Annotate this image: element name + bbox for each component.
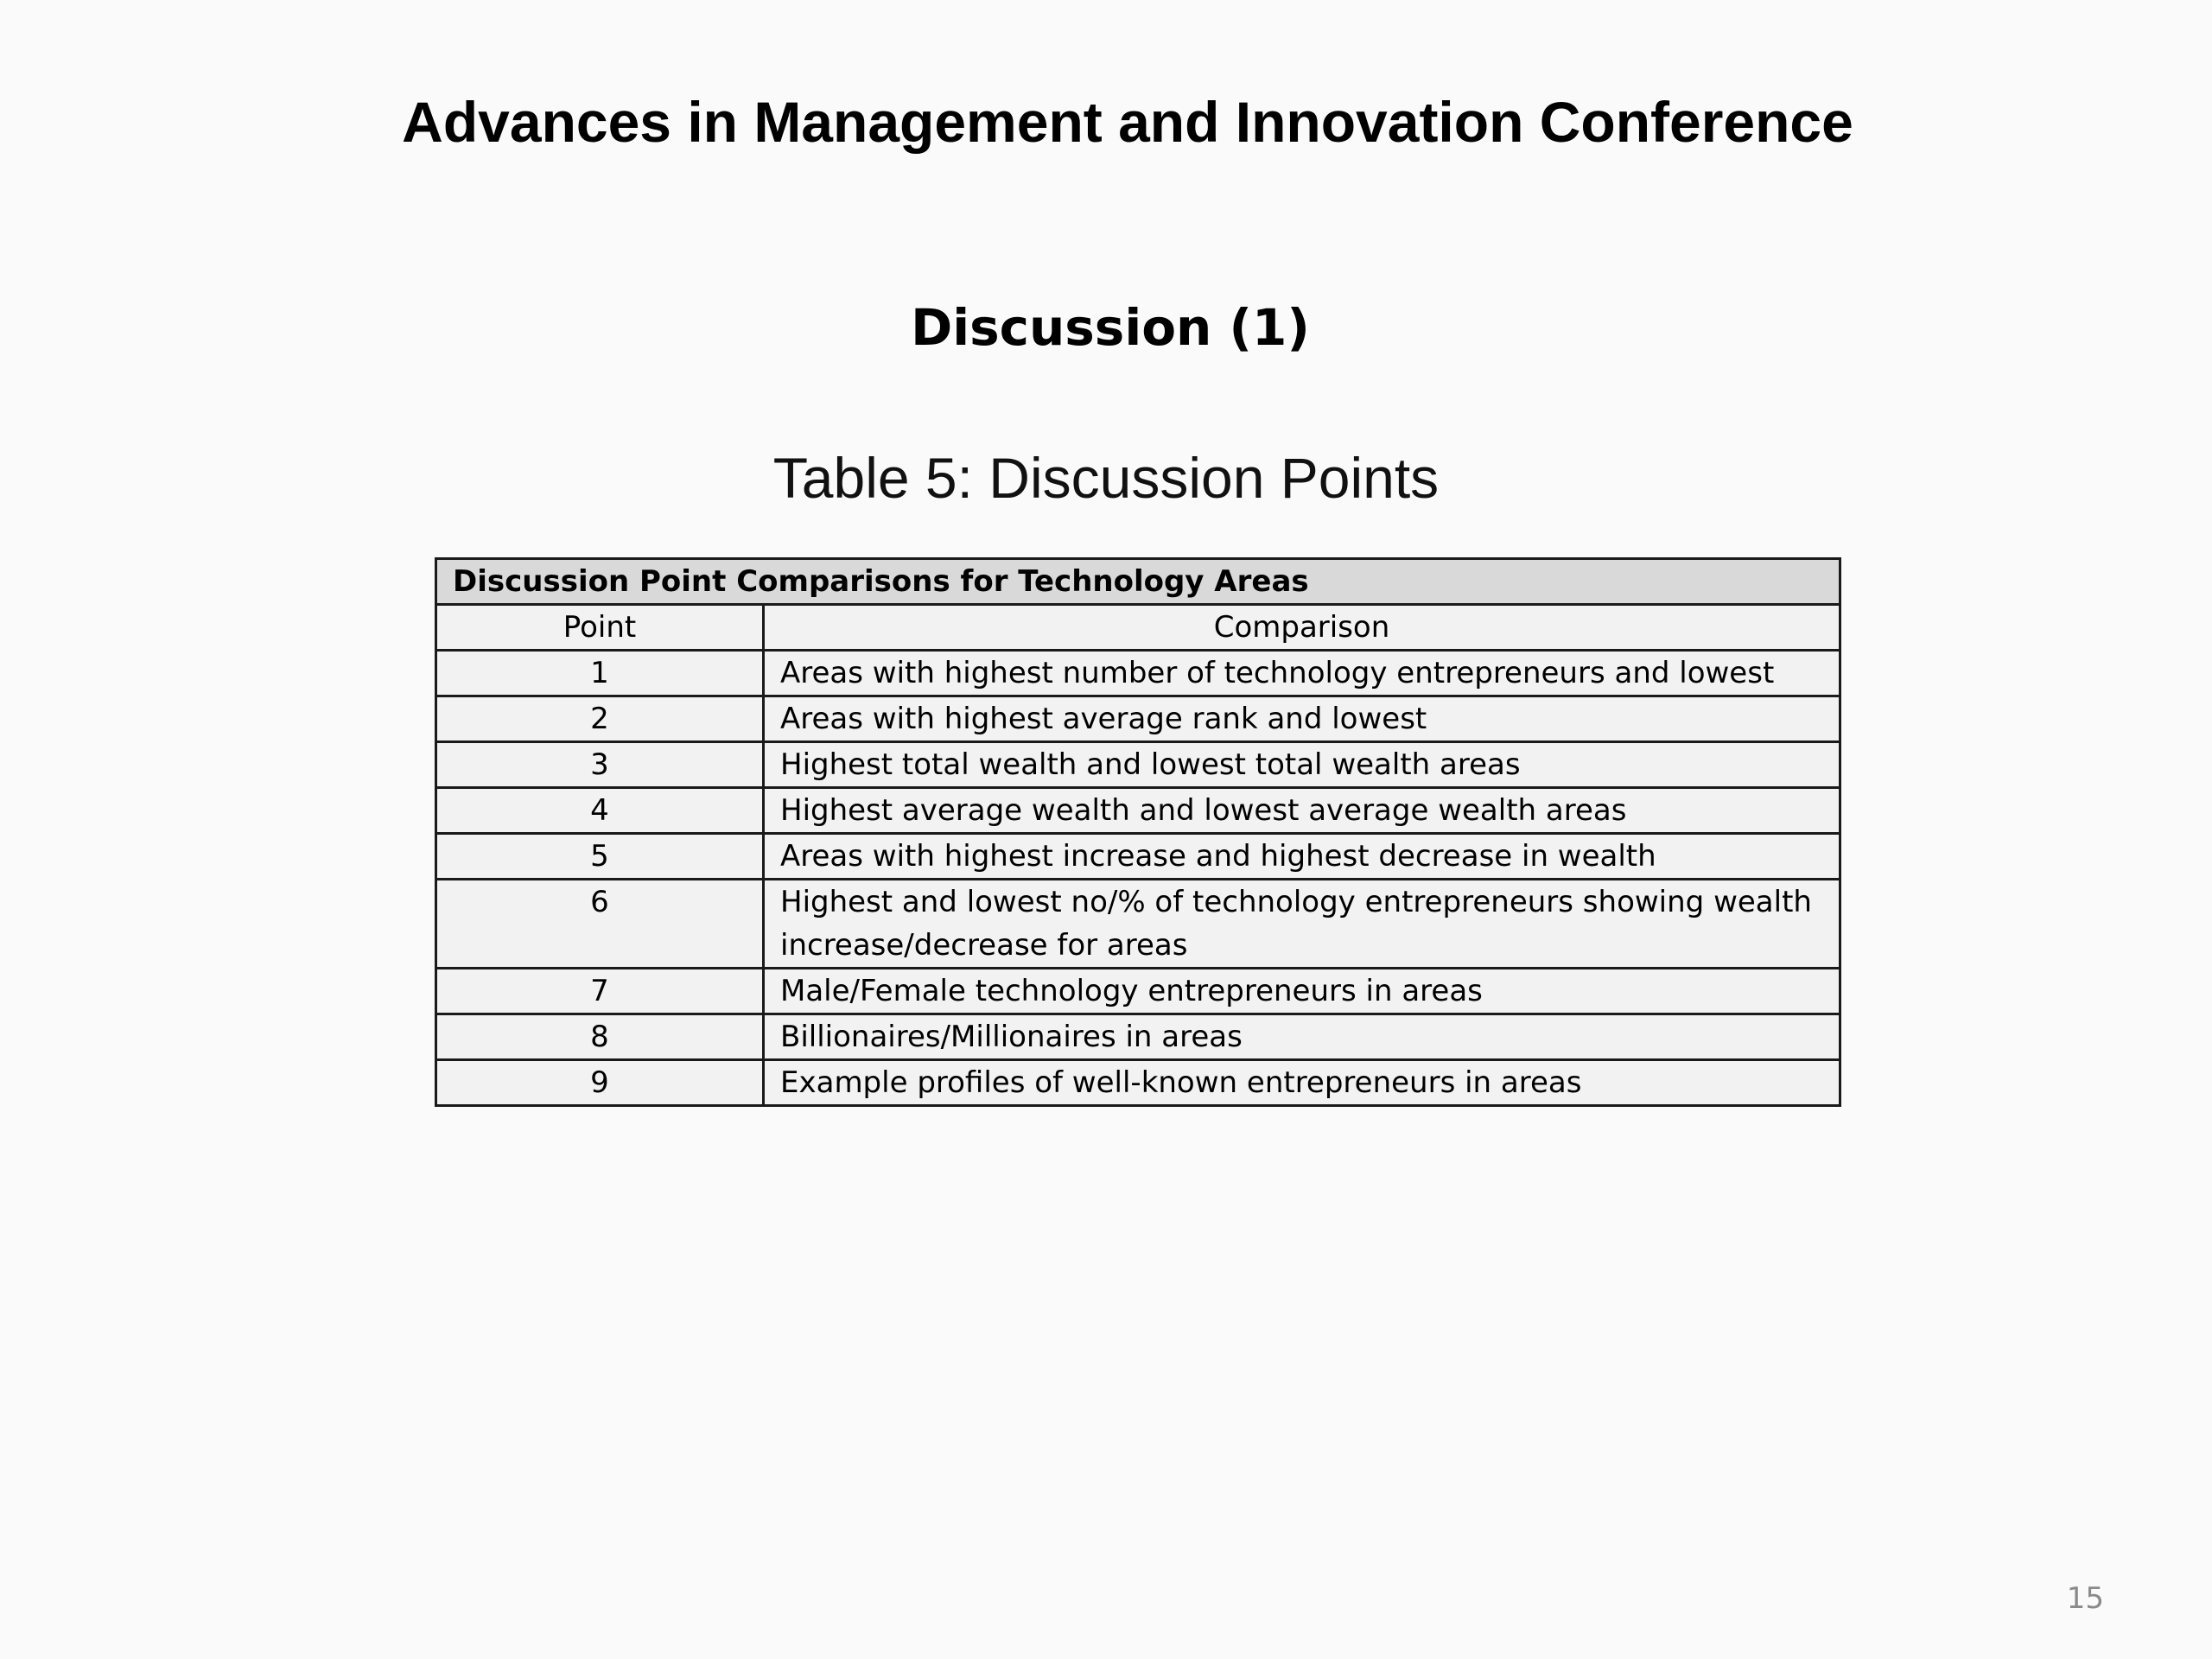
comparison-cell: Male/Female technology entrepreneurs in areas bbox=[764, 969, 1840, 1014]
conference-header: Advances in Management and Innovation Conference bbox=[402, 90, 1853, 154]
table-row bbox=[436, 834, 1840, 880]
table-row bbox=[436, 696, 1840, 742]
table-caption: Table 5: Discussion Points bbox=[772, 446, 1440, 510]
column-header-point: Point bbox=[436, 605, 764, 651]
table-row bbox=[436, 742, 1840, 788]
table-group-header-row bbox=[436, 559, 1840, 605]
point-cell: 7 bbox=[436, 969, 764, 1014]
table-row bbox=[436, 969, 1840, 1014]
comparison-cell: Areas with highest average rank and lowest bbox=[764, 696, 1840, 742]
table-row bbox=[436, 1060, 1840, 1106]
comparison-cell: Example profiles of well-known entrepreneurs in areas bbox=[764, 1060, 1840, 1106]
discussion-points-table bbox=[435, 557, 1841, 1107]
comparison-cell: Billionaires/Millionaires in areas bbox=[764, 1014, 1840, 1060]
table-column-header-row bbox=[436, 605, 1840, 651]
point-cell: 2 bbox=[436, 696, 764, 742]
point-cell: 5 bbox=[436, 834, 764, 880]
comparison-cell: Highest average wealth and lowest average wealth areas bbox=[764, 788, 1840, 834]
table-row bbox=[436, 788, 1840, 834]
slide-title: Discussion (1) bbox=[911, 298, 1310, 357]
point-cell: 8 bbox=[436, 1014, 764, 1060]
point-cell: 1 bbox=[436, 651, 764, 696]
point-cell: 3 bbox=[436, 742, 764, 788]
comparison-cell: Highest and lowest no/% of technology entrepreneurs showing wealth increase/decrease for areas bbox=[764, 880, 1840, 969]
comparison-cell: Highest total wealth and lowest total wealth areas bbox=[764, 742, 1840, 788]
column-header-comparison: Comparison bbox=[764, 605, 1840, 651]
point-cell: 6 bbox=[436, 880, 764, 969]
discussion-table-container bbox=[435, 557, 1841, 1107]
comparison-cell: Areas with highest number of technology entrepreneurs and lowest bbox=[764, 651, 1840, 696]
table-group-header: Discussion Point Comparisons for Technology Areas bbox=[436, 559, 1840, 605]
point-cell: 4 bbox=[436, 788, 764, 834]
page-number: 15 bbox=[2066, 1581, 2104, 1616]
comparison-cell: Areas with highest increase and highest decrease in wealth bbox=[764, 834, 1840, 880]
table-row bbox=[436, 651, 1840, 696]
table-row bbox=[436, 880, 1840, 969]
table-row bbox=[436, 1014, 1840, 1060]
point-cell: 9 bbox=[436, 1060, 764, 1106]
